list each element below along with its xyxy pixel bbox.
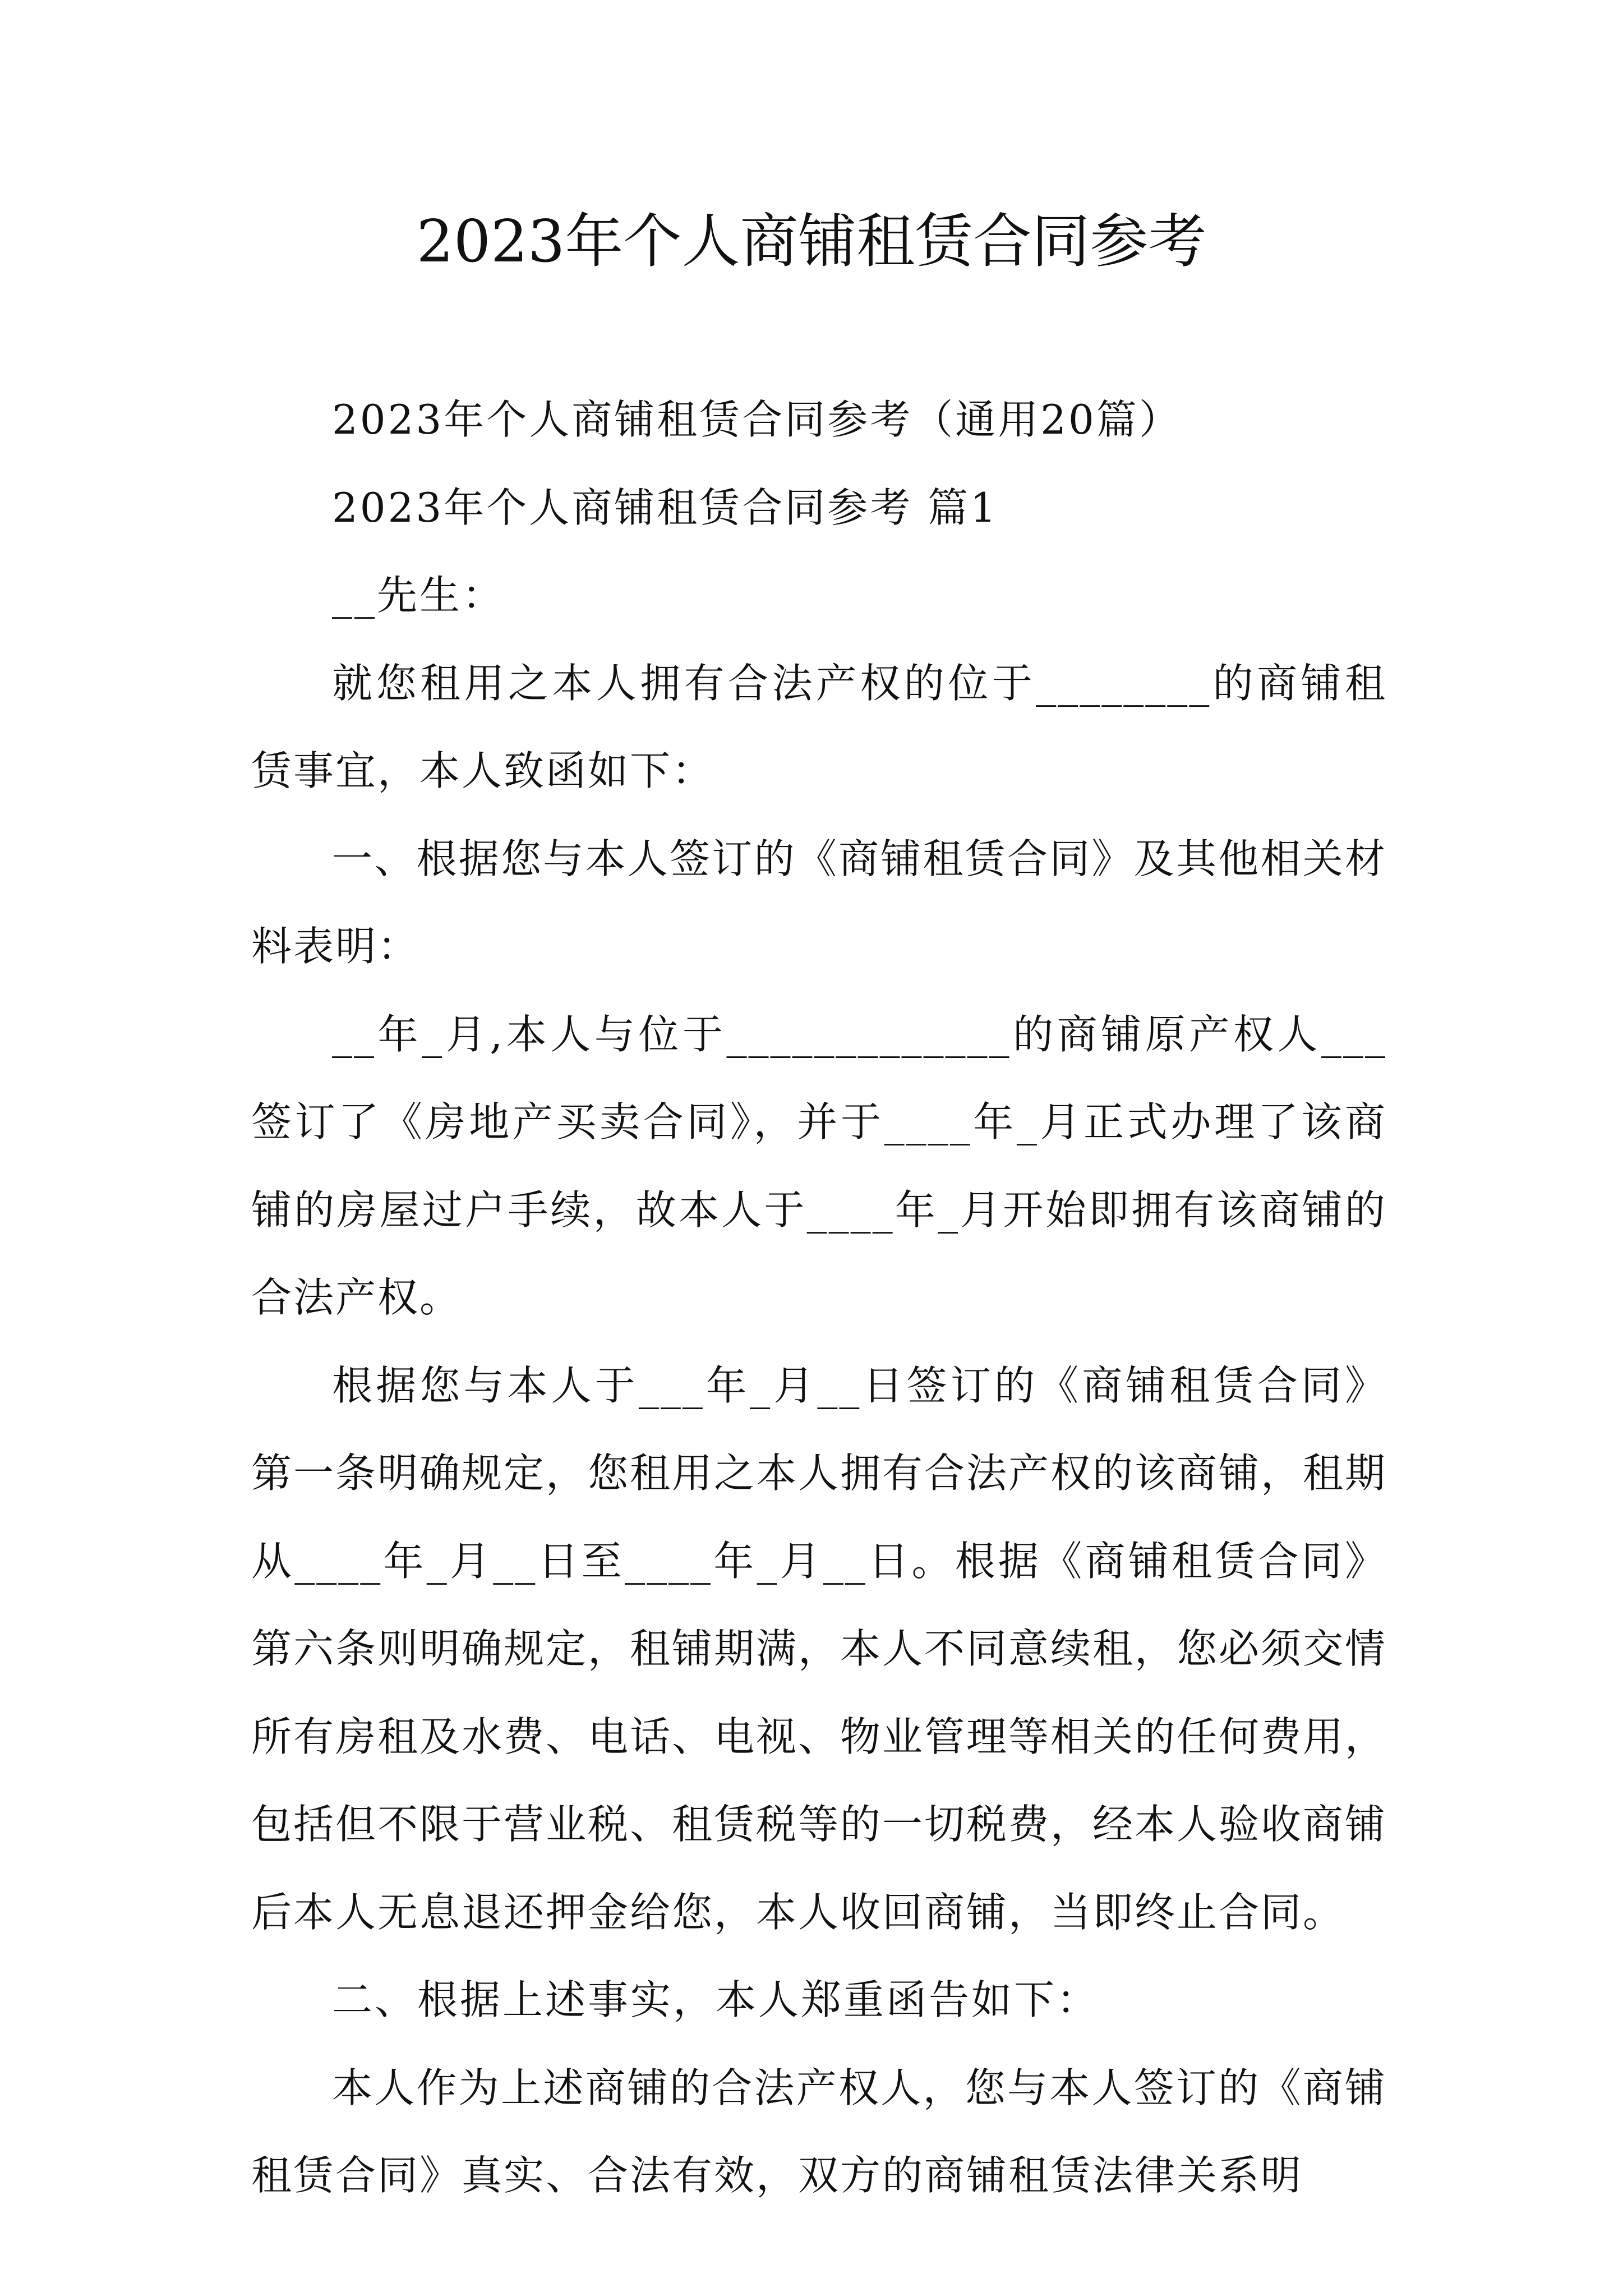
- section-heading: 2023年个人商铺租赁合同参考 篇1: [332, 484, 998, 531]
- body-paragraph: 二、根据上述事实，本人郑重函告如下：: [332, 1976, 1100, 2023]
- document-title: 2023年个人商铺租赁合同参考: [416, 207, 1207, 275]
- body-paragraph: 根据您与本人于___年_月__日签订的《商铺租赁合同》第一条明确规定，您租用之本人拥有合法产权的该商铺，租期从____年_月__日至____年_月__日。根据《商铺租赁合同》第六条则明确规定，租铺期满，本人不同意续租，您必须交情所有房租及水费、电话、电视、物业管理等相关的任何费用，包括但不限于营业税、租赁税等的一切税费，经本人验收商铺后本人无息退还押金给您，本人收回商铺，当即终止合同。: [251, 1361, 1387, 1936]
- document-body: [251, 376, 1387, 2220]
- body-paragraph: 本人作为上述商铺的合法产权人，您与本人签订的《商铺租赁合同》真实、合法有效，双方的商铺租赁法律关系明: [251, 2064, 1387, 2199]
- salutation: __先生：: [332, 572, 505, 619]
- body-paragraph: 一、根据您与本人签订的《商铺租赁合同》及其他相关材料表明：: [251, 835, 1387, 970]
- subtitle-line: 2023年个人商铺租赁合同参考（通用20篇）: [332, 396, 1182, 443]
- body-paragraph: 就您租用之本人拥有合法产权的位于________的商铺租赁事宜，本人致函如下：: [251, 659, 1387, 794]
- body-paragraph: __年_月,本人与位于_____________的商铺原产权人___签订了《房地产买卖合同》，并于____年_月正式办理了该商铺的房屋过户手续，故本人于____年_月开始即拥有该商铺的合法产权。: [251, 1010, 1387, 1321]
